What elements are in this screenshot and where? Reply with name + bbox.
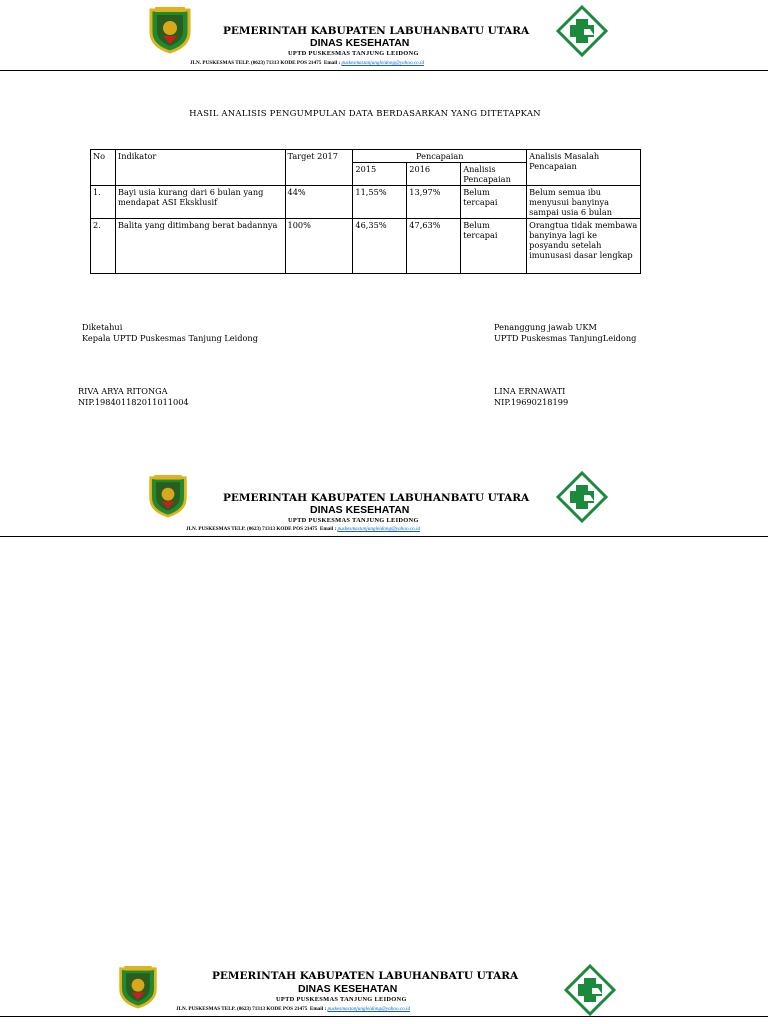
address-text: JLN. PUSKESMAS TELP. (0623) 71313 KODE POS 21475 <box>190 60 322 66</box>
sig-right-name: LINA ERNAWATI <box>494 386 566 396</box>
email-label: Email : <box>319 526 337 532</box>
table-row <box>91 186 641 219</box>
signature-right <box>494 322 636 344</box>
cell-2016: 47,63% <box>407 219 461 274</box>
table-header-row <box>91 150 641 163</box>
email-link[interactable]: puskesmastanjungleidong@yahoo.co.id <box>337 526 421 532</box>
signature-right-name <box>494 386 568 408</box>
header-2015: 2015 <box>353 163 407 186</box>
letterhead-divider <box>0 536 768 537</box>
sig-right-line2: UPTD Puskesmas TanjungLeidong <box>494 333 637 343</box>
letterhead-unit: UPTD PUSKESMAS TANJUNG LEIDONG <box>276 996 407 1003</box>
address-text: JLN. PUSKESMAS TELP. (0623) 71313 KODE POS 21475 <box>176 1006 308 1012</box>
cell-masalah: Orangtua tidak membawa banyinya lagi ke posyandu setelah imunusasi dasar lengkap <box>527 219 641 274</box>
email-label: Email : <box>309 1006 327 1012</box>
sig-left-name: RIVA ARYA RITONGA <box>78 386 168 396</box>
letterhead-title: PEMERINTAH KABUPATEN LABUHANBATU UTARA <box>212 970 519 982</box>
cell-analisis: Belum tercapai <box>461 219 527 274</box>
kabupaten-crest-icon <box>147 473 189 519</box>
letterhead-bottom <box>0 958 768 1024</box>
cell-analisis: Belum tercapai <box>461 186 527 219</box>
letterhead-unit: UPTD PUSKESMAS TANJUNG LEIDONG <box>288 50 419 57</box>
puskesmas-cross-icon <box>564 964 616 1016</box>
letterhead-unit: UPTD PUSKESMAS TANJUNG LEIDONG <box>288 517 419 524</box>
header-analisis-pencapaian: Analisis Pencapaian <box>461 163 527 186</box>
cell-2015: 46,35% <box>353 219 407 274</box>
letterhead-divider <box>0 1016 768 1017</box>
header-2016: 2016 <box>407 163 461 186</box>
letterhead-subtitle: DINAS KESEHATAN <box>310 504 410 516</box>
email-link[interactable]: puskesmastanjungleidong@yahoo.co.id <box>327 1006 411 1012</box>
table-row <box>91 219 641 274</box>
cell-masalah: Belum semua ibu menyusui banyinya sampai usia 6 bulan <box>527 186 641 219</box>
address-text: JLN. PUSKESMAS TELP. (0623) 71313 KODE POS 21475 <box>186 526 318 532</box>
letterhead-title: PEMERINTAH KABUPATEN LABUHANBATU UTARA <box>223 492 530 504</box>
letterhead-address <box>186 526 420 532</box>
header-indikator: Indikator <box>115 150 285 186</box>
letterhead-address <box>190 60 424 66</box>
sig-right-nip: NIP.19690218199 <box>494 397 569 407</box>
header-pencapaian: Pencapaian <box>353 150 527 163</box>
kabupaten-crest-icon <box>147 6 193 54</box>
puskesmas-cross-icon <box>556 471 608 523</box>
header-no: No <box>91 150 116 186</box>
cell-no: 1. <box>91 186 116 219</box>
email-label: Email : <box>323 60 341 66</box>
letterhead-subtitle: DINAS KESEHATAN <box>310 37 410 49</box>
letterhead-address <box>176 1006 410 1012</box>
letterhead-middle <box>0 468 768 540</box>
signature-left <box>82 322 258 344</box>
kabupaten-crest-icon <box>117 964 159 1010</box>
letterhead-divider <box>0 70 768 71</box>
signature-left-name <box>78 386 189 408</box>
cell-target: 100% <box>285 219 353 274</box>
letterhead-top <box>0 0 768 80</box>
cell-indikator: Balita yang ditimbang berat badannya <box>115 219 285 274</box>
header-target: Target 2017 <box>285 150 353 186</box>
cell-2015: 11,55% <box>353 186 407 219</box>
sig-right-line1: Penanggung jawab UKM <box>494 322 597 332</box>
cell-indikator: Bayi usia kurang dari 6 bulan yang mendapat ASI Eksklusif <box>115 186 285 219</box>
letterhead-subtitle: DINAS KESEHATAN <box>298 983 398 995</box>
email-link[interactable]: puskesmastanjungleidong@yahoo.co.id <box>341 60 425 66</box>
cell-target: 44% <box>285 186 353 219</box>
letterhead-title: PEMERINTAH KABUPATEN LABUHANBATU UTARA <box>223 25 530 37</box>
sig-left-nip: NIP.198401182011011004 <box>78 397 189 407</box>
document-title: HASIL ANALISIS PENGUMPULAN DATA BERDASARKAN YANG DITETAPKAN <box>189 109 541 119</box>
analysis-table <box>90 149 641 274</box>
cell-no: 2. <box>91 219 116 274</box>
puskesmas-cross-icon <box>556 5 608 57</box>
cell-2016: 13,97% <box>407 186 461 219</box>
sig-left-line1: Diketahui <box>82 322 123 332</box>
sig-left-line2: Kepala UPTD Puskesmas Tanjung Leidong <box>82 333 258 343</box>
header-analisis-masalah: Analisis Masalah Pencapaian <box>527 150 641 186</box>
